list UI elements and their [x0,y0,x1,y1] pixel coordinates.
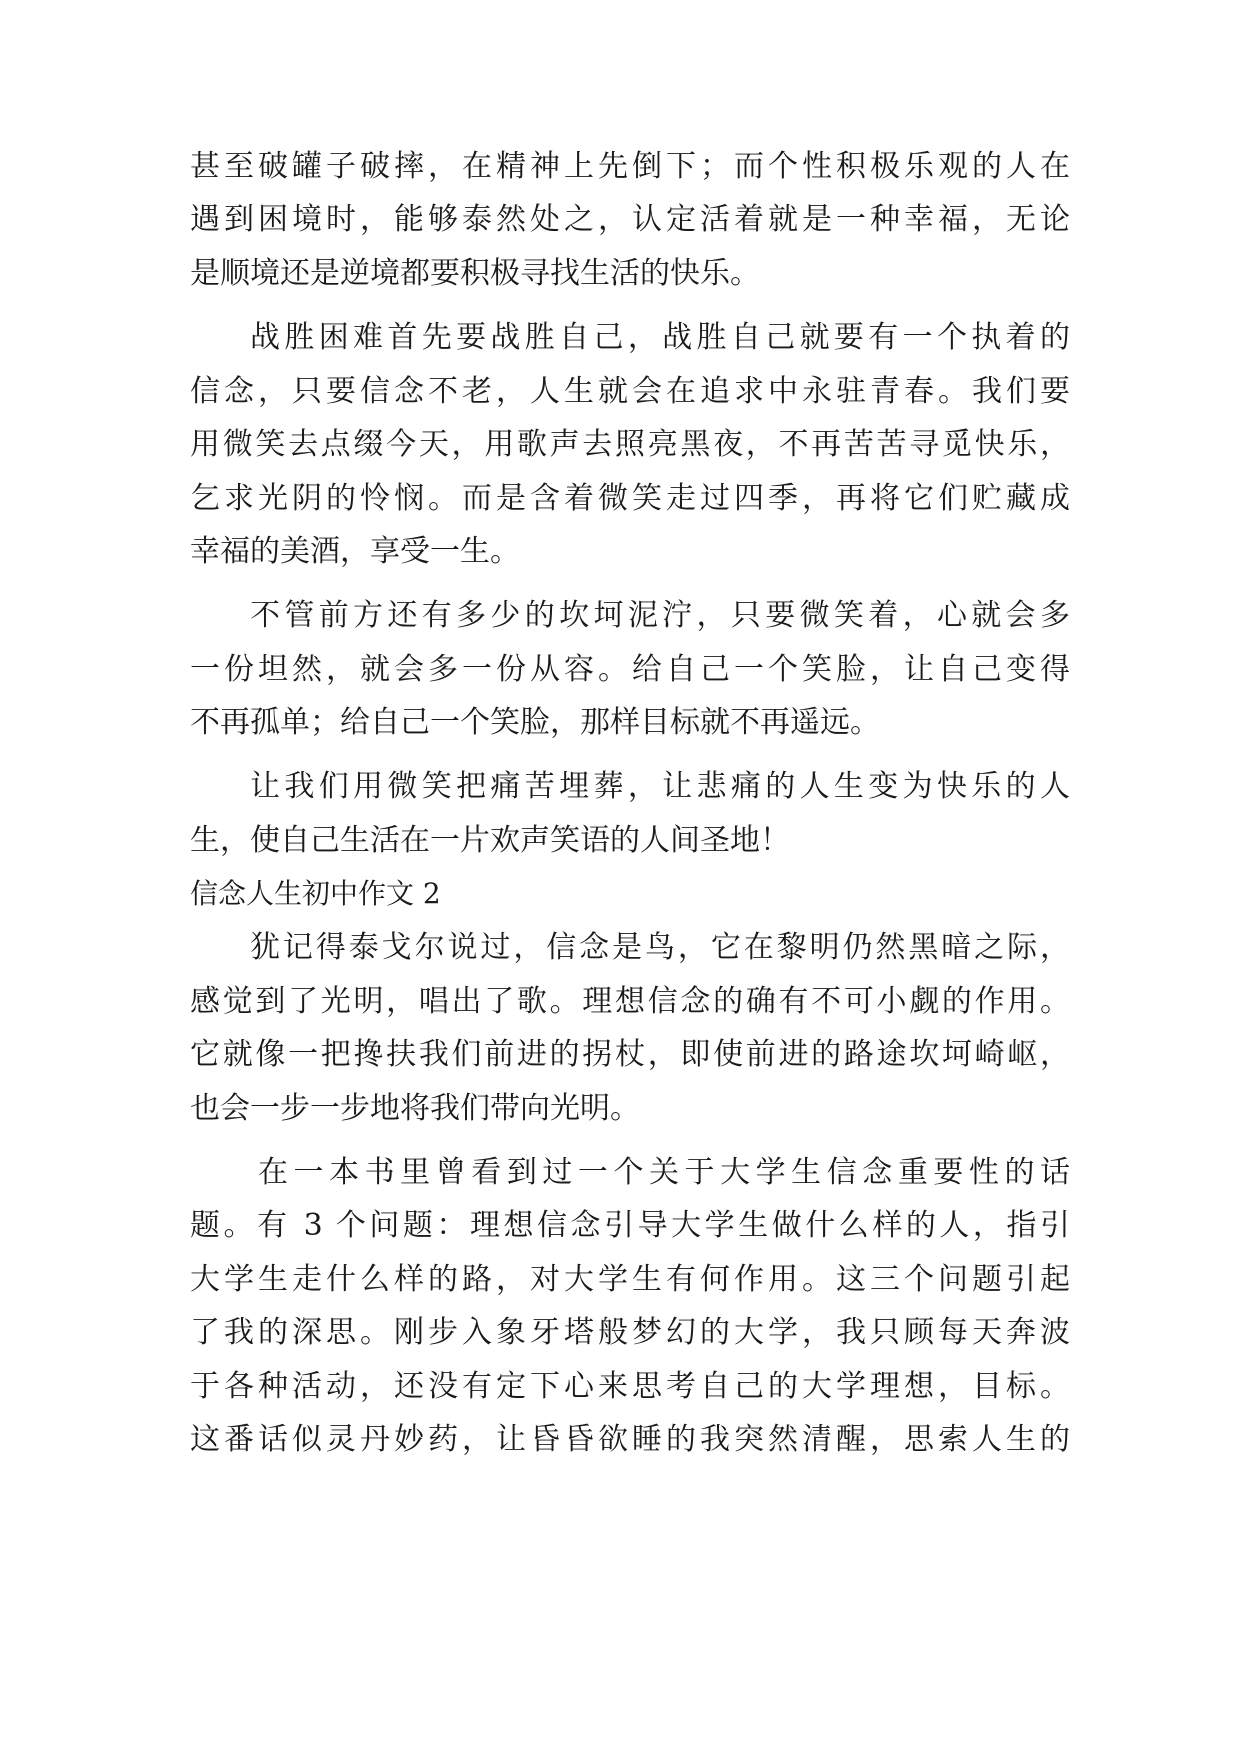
text-line: 这番话似灵丹妙药，让昏昏欲睡的我突然清醒，思索人生的 [190,1422,1070,1457]
text-line: 于各种活动，还没有定下心来思考自己的大学理想，目标。 [190,1369,1070,1404]
paragraph-start: 在一本书里曾看到过一个关于大学生信念重要性的话 [258,1155,1070,1190]
text-line: 题。有 3 个问题：理想信念引导大学生做什么样的人，指引 [190,1208,1070,1243]
text-line: 信念，只要信念不老，人生就会在追求中永驻青春。我们要 [190,374,1070,409]
text-line: 幸福的美酒，享受一生。 [190,534,520,569]
paragraph-start: 让我们用微笑把痛苦埋葬，让悲痛的人生变为快乐的人 [250,769,1070,804]
text-line: 生，使自己生活在一片欢声笑语的人间圣地！ [190,823,790,858]
text-line: 是顺境还是逆境都要积极寻找生活的快乐。 [190,256,760,291]
text-line: 大学生走什么样的路，对大学生有何作用。这三个问题引起 [190,1262,1070,1297]
text-line: 一份坦然，就会多一份从容。给自己一个笑脸，让自己变得 [190,652,1070,687]
text-line: 感觉到了光明，唱出了歌。理想信念的确有不可小觑的作用。 [190,984,1070,1019]
paragraph-start: 犹记得泰戈尔说过，信念是鸟，它在黎明仍然黑暗之际， [250,930,1070,965]
text-line: 遇到困境时，能够泰然处之，认定活着就是一种幸福，无论 [190,202,1070,237]
text-line: 不再孤单；给自己一个笑脸，那样目标就不再遥远。 [190,705,880,740]
text-line: 它就像一把搀扶我们前进的拐杖，即使前进的路途坎坷崎岖， [190,1037,1070,1072]
text-line: 了我的深思。刚步入象牙塔般梦幻的大学，我只顾每天奔波 [190,1315,1070,1350]
section-heading: 信念人生初中作文 2 [190,877,441,910]
text-line: 甚至破罐子破摔，在精神上先倒下；而个性积极乐观的人在 [190,149,1070,184]
text-line: 乞求光阴的怜悯。而是含着微笑走过四季，再将它们贮藏成 [190,481,1070,516]
text-line: 也会一步一步地将我们带向光明。 [190,1091,640,1126]
paragraph-start: 不管前方还有多少的坎坷泥泞，只要微笑着，心就会多 [250,598,1070,633]
paragraph-start: 战胜困难首先要战胜自己，战胜自己就要有一个执着的 [250,320,1070,355]
text-line: 用微笑去点缀今天，用歌声去照亮黑夜，不再苦苦寻觅快乐， [190,427,1070,462]
